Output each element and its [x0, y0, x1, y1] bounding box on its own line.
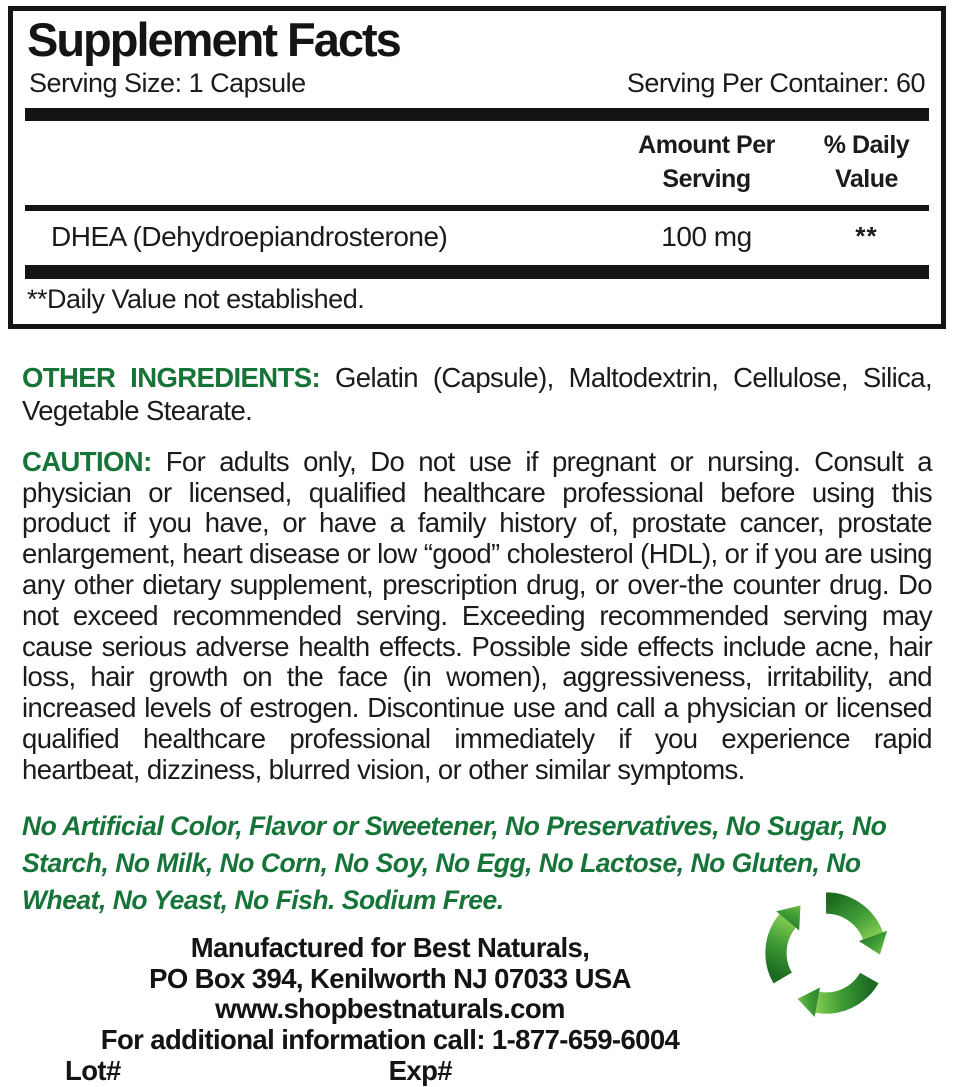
other-ingredients-section	[0, 361, 954, 427]
manufacturer-phone: For additional information call: 1-877-659-6004	[100, 1024, 680, 1056]
facts-title: Supplement Facts	[27, 13, 400, 66]
facts-header-row	[25, 121, 929, 205]
caution-section	[0, 447, 954, 786]
nutrient-dv: **	[855, 220, 878, 251]
other-ingredients-text: Gelatin (Capsule), Maltodextrin, Cellulose, Silica, Vegetable Stearate.	[22, 361, 932, 426]
recycle-icon	[750, 878, 902, 1028]
other-ingredients-label: OTHER INGREDIENTS:	[22, 361, 321, 393]
dv-footnote: **Daily Value not established.	[27, 283, 365, 314]
exp-label: Exp#	[388, 1055, 452, 1087]
serving-size: Serving Size: 1 Capsule	[29, 68, 306, 99]
free-of-claims: No Artificial Color, Flavor or Sweetener, No Preservatives, No Sugar, No Starch, No Milk, No Corn, No Soy, No Egg, No Lactose, No Gluten, No Wheat, No Yeast, No Fish. Sodium Free.	[22, 810, 887, 915]
manufacturer-address: PO Box 394, Kenilworth NJ 07033 USA	[149, 962, 631, 994]
table-row	[25, 211, 929, 265]
supplement-facts-panel	[8, 6, 946, 329]
nutrient-amount: 100 mg	[661, 220, 752, 252]
manufacturer-block	[40, 933, 740, 1056]
amount-per-serving-header: Amount Per Serving	[638, 131, 775, 194]
manufacturer-line: Manufactured for Best Naturals,	[190, 931, 590, 963]
nutrient-name: DHEA (Dehydroepiandrosterone)	[51, 220, 448, 252]
other-ingredients-paragraph	[22, 361, 932, 427]
caution-text: For adults only, Do not use if pregnant or nursing. Consult a physician or licensed, qualified healthcare professional before using this product if you have, or have a family history of, prostate cancer, prostate enlargement, heart disease or low “good” cholesterol (HDL), or if you are using any other dietary supplement, prescription drug, or over-the counter drug. Do not exceed recommended serving. Exceeding recommended serving may cause serious adverse health effects. Possible side effects include acne, hair loss, hair growth on the face (in women), aggressiveness, irritability, and increased levels of estrogen. Discontinue use and call a physician or licensed qualified healthcare professional immediately if you experience rapid heartbeat, dizziness, blurred vision, or other similar symptoms.	[22, 445, 933, 785]
serving-row	[25, 64, 929, 108]
divider-thick-bottom	[25, 265, 929, 279]
supplement-label	[0, 6, 954, 1087]
servings-per-container: Serving Per Container: 60	[626, 68, 925, 99]
caution-label: CAUTION:	[22, 445, 152, 477]
lot-label: Lot#	[65, 1055, 121, 1087]
divider-thick-top	[25, 108, 929, 121]
caution-paragraph	[22, 447, 932, 786]
daily-value-header: % Daily Value	[823, 131, 910, 194]
lot-exp-row	[40, 1056, 740, 1087]
manufacturer-website: www.shopbestnaturals.com	[215, 993, 565, 1025]
